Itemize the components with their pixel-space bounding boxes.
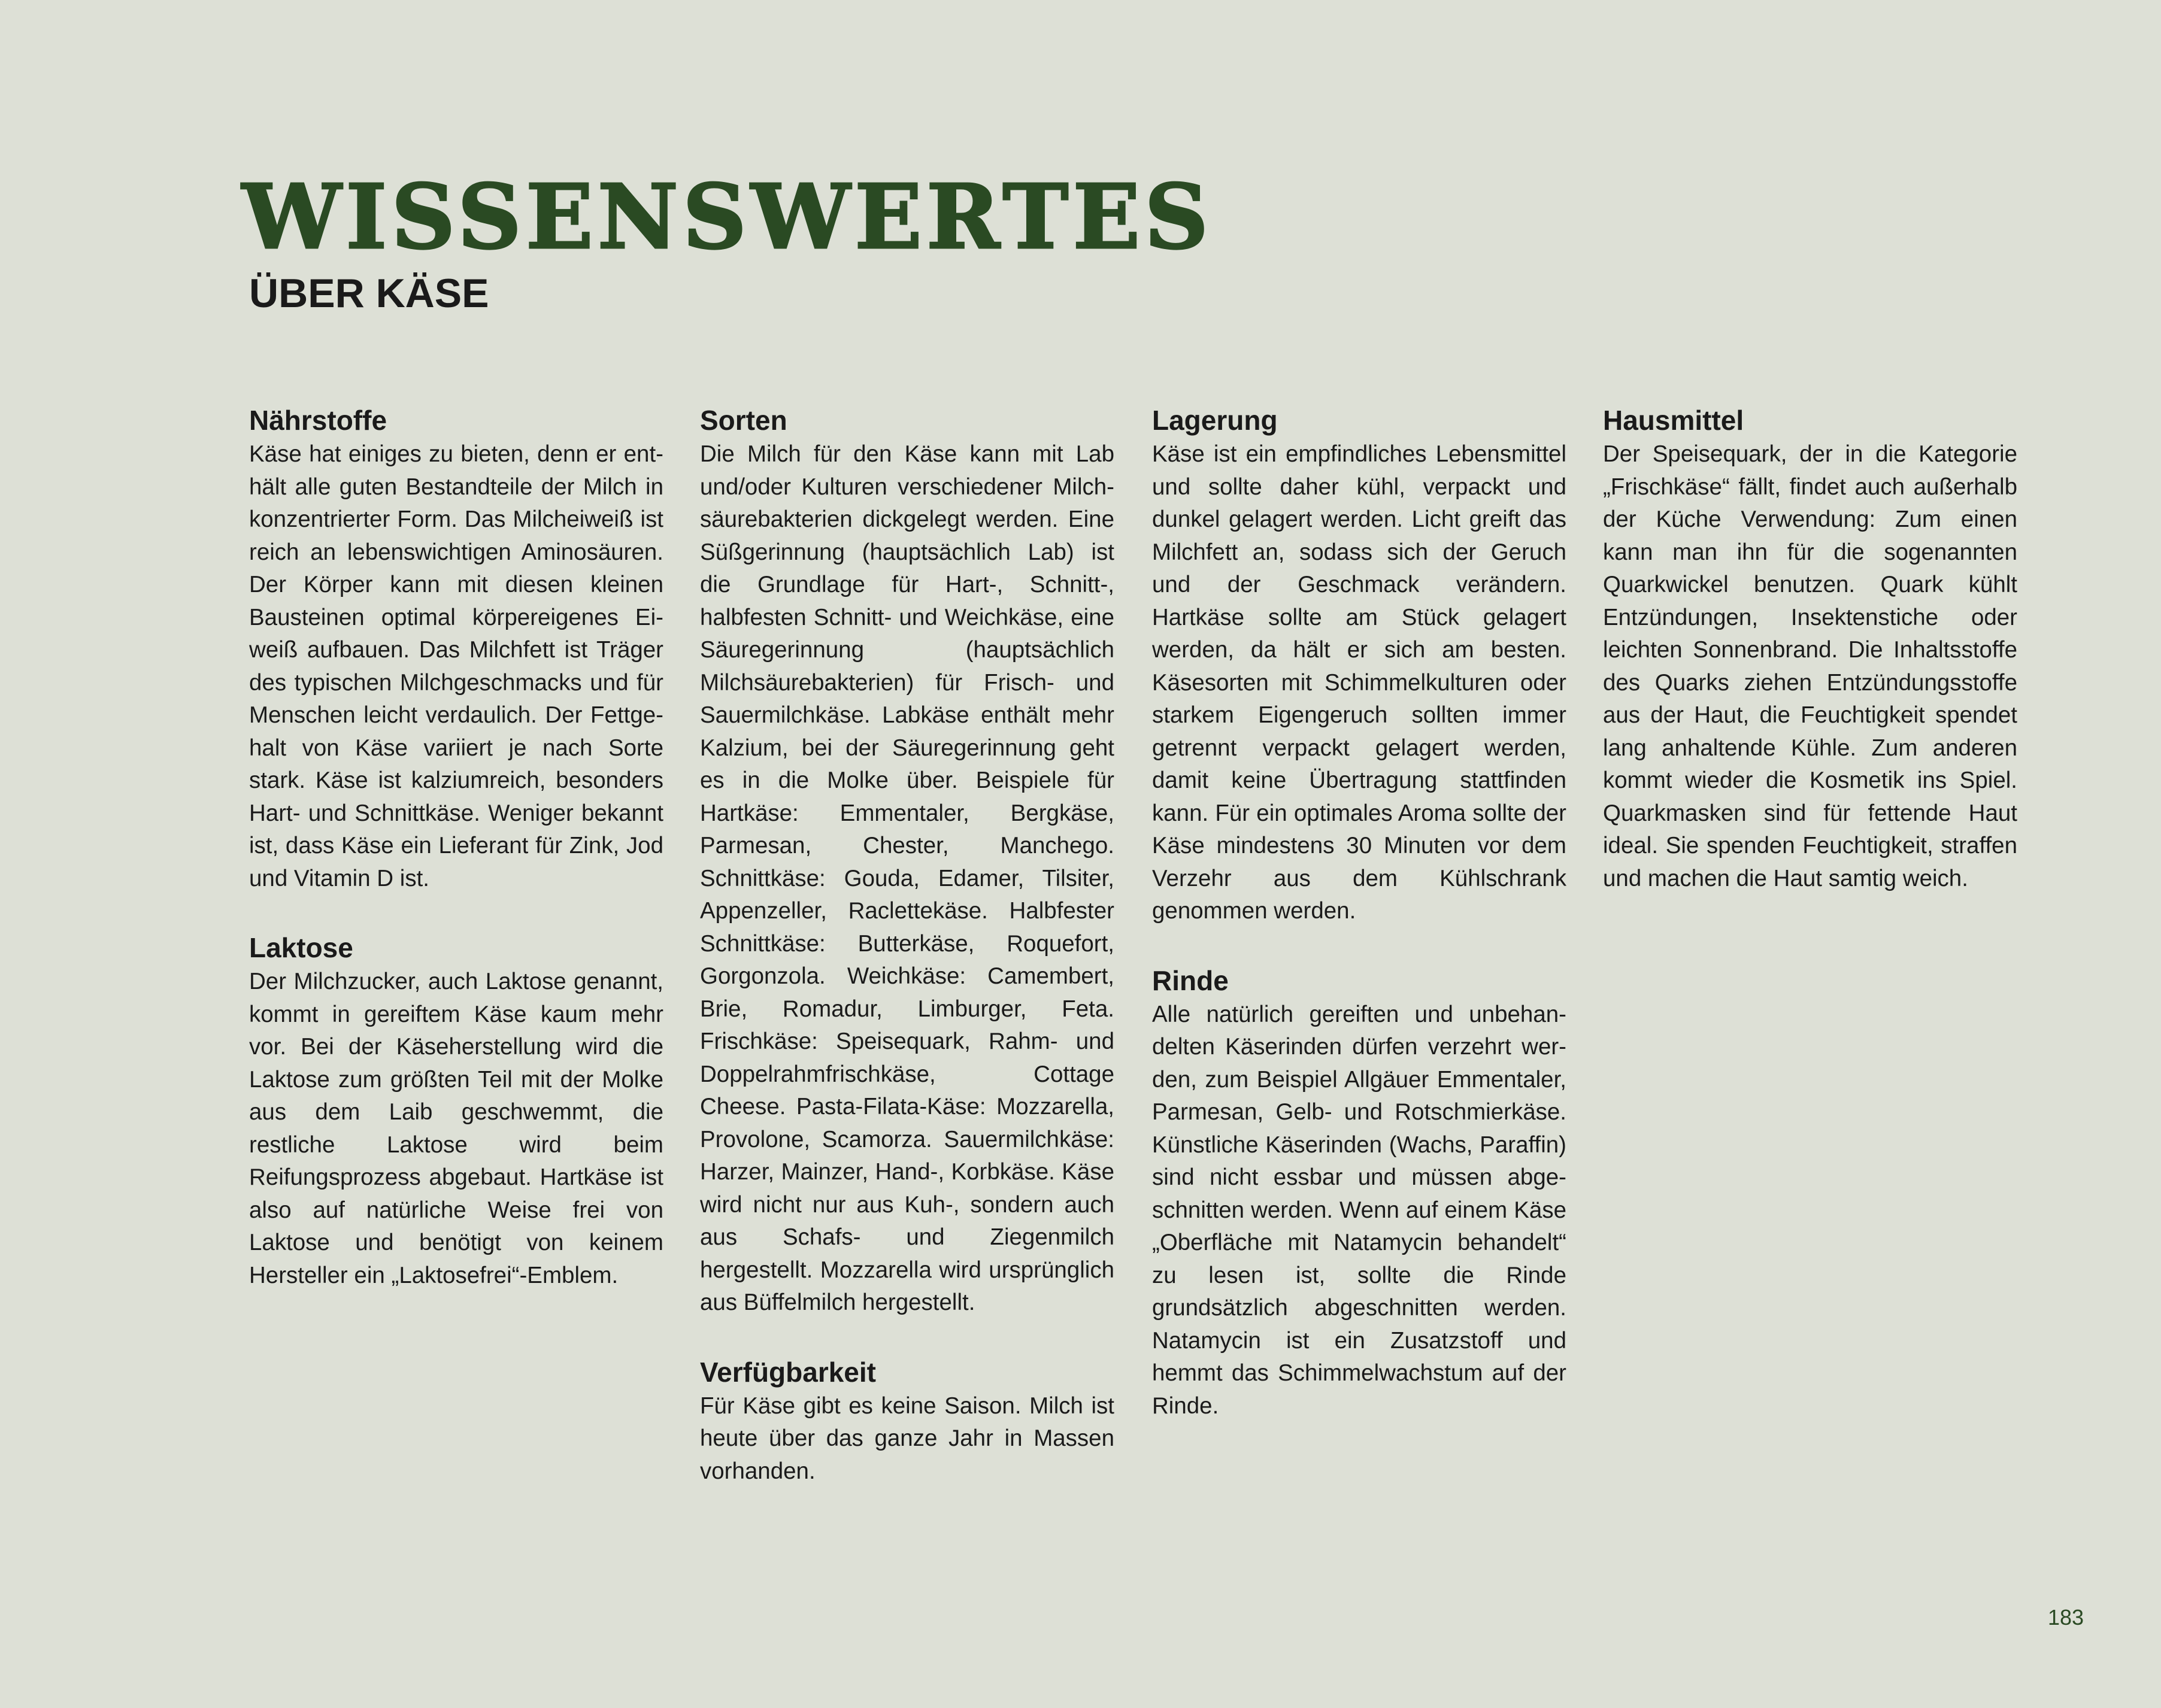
section-body: Der Speisequark, der in die Kategorie „Frischkäse“ fällt, findet auch außerhalb der Küche Verwendung: Zum einen kann man ihn für die sogenannten Quarkwickel benutzen. Quark kühlt Entzündungen, Insektenstiche oder leichten Sonnenbrand. Die Inhaltsstoffe des Quarks ziehen Entzündungsstoffe aus der Haut, die Feuchtigkeit spendet lang anhaltende Kühle. Zum anderen kommt wieder die Kosmetik ins Spiel. Quarkmasken sind für fettende Haut ideal. Sie spenden Feuchtigkeit, straffen und machen die Haut samtig weich. — [1603, 441, 2017, 891]
section-heading: Sorten — [700, 405, 787, 436]
column-1 — [249, 404, 663, 1328]
section-lagerung — [1152, 404, 1566, 928]
section-body: Der Milchzucker, auch Laktose genannt, kommt in gereiftem Käse kaum mehr vor. Bei der Käseherstellung wird die Laktose zum größten Teil mit der Molke aus dem Laib geschwemmt, die restliche Laktose wird beim Reifungsprozess abgebaut. Hartkäse ist also auf natürliche Weise frei von Laktose und benötigt von keinem Hersteller ein „Laktosefrei“-Emblem. — [249, 969, 663, 1288]
section-rinde — [1152, 964, 1566, 1423]
page-subtitle: ÜBER KÄSE — [249, 271, 489, 316]
page-title: WISSENSWERTES — [242, 165, 1213, 269]
section-sorten — [700, 404, 1114, 1319]
column-2 — [700, 404, 1114, 1524]
section-heading: Rinde — [1152, 964, 1229, 996]
section-heading: Laktose — [249, 932, 353, 963]
section-heading: Verfügbarkeit — [700, 1356, 876, 1388]
section-body: Käse hat einiges zu bieten, denn er enthält alle guten Bestandteile der Milch in konzentrierter Form. Das Milcheiweiß ist reich an lebenswichtigen Aminosäuren. Der Körper kann mit diesen kleinen Bausteinen optimal körpereigenes Eiweiß aufbauen. Das Milchfett ist Träger des typischen Milchgeschmacks und für Menschen leicht verdaulich. Der Fettgehalt von Käse variiert je nach Sorte stark. Käse ist kalziumreich, besonders Hart- und Schnittkäse. Weniger bekannt ist, dass Käse ein Lieferant für Zink, Jod und Vitamin D ist. — [249, 441, 663, 891]
section-laktose — [249, 931, 663, 1292]
section-hausmittel — [1603, 404, 2017, 895]
section-naehrstoffe — [249, 404, 663, 895]
page-number: 183 — [2048, 1605, 2084, 1630]
section-heading: Lagerung — [1152, 405, 1278, 436]
section-body: Käse ist ein empfindliches Lebensmittel und sollte daher kühl, verpackt und dunkel gelagert werden. Licht greift das Milchfett an, sodass sich der Geruch und der Geschmack verändern. Hartkäse sollte am Stück gelagert werden, da hält er sich am besten. Käsesorten mit Schimmelkulturen oder starkem Eigengeruch sollten immer getrennt verpackt gelagert werden, damit keine Übertragung stattfinden kann. Für ein optimales Aroma sollte der Käse mindestens 30 Minuten vor dem Verzehr aus dem Kühlschrank genommen werden. — [1152, 441, 1566, 924]
section-body: Die Milch für den Käse kann mit Lab und/oder Kulturen verschiedener Milchsäurebakterien dickgelegt werden. Eine Süßgerinnung (hauptsächlich Lab) ist die Grundlage für Hart-, Schnitt-, halbfesten Schnitt- und Weichkäse, eine Säuregerinnung (hauptsächlich Milchsäurebakterien) für Frisch- und Sauermilchkäse. Labkäse enthält mehr Kalzium, bei der Säuregerinnung geht es in die Molke über. Beispiele für Hartkäse: Emmentaler, Bergkäse, Parmesan, Chester, Manchego. Schnittkäse: Gouda, Edamer, Tilsiter, Appenzeller, Raclettekäse. Halbfester Schnittkäse: Butterkäse, Roquefort, Gorgonzola. Weichkäse: Camembert, Brie, Romadur, Limburger, Feta. Frischkäse: Speisequark, Rahm- und Doppelrahmfrischkäse, Cottage Cheese. Pasta-Filata-Käse: Mozzarella, Provolone, Scamorza. Sauermilchkäse: Harzer, Mainzer, Hand-, Korbkäse. Käse wird nicht nur aus Kuh-, sondern auch aus Schafs- und Ziegenmilch hergestellt. Mozzarella wird ursprünglich aus Büffelmilch hergestellt. — [700, 441, 1114, 1315]
section-heading: Nährstoffe — [249, 405, 387, 436]
section-heading: Hausmittel — [1603, 405, 1744, 436]
section-body: Für Käse gibt es keine Saison. Milch ist heute über das ganze Jahr in Massen vorhanden. — [700, 1393, 1114, 1484]
column-3 — [1152, 404, 1566, 1458]
column-4 — [1603, 404, 2017, 931]
section-verfuegbarkeit — [700, 1355, 1114, 1488]
section-body: Alle natürlich gereiften und unbehandelten Käserinden dürfen verzehrt werden, zum Beispiel Allgäuer Emmentaler, Parmesan, Gelb- und Rotschmierkäse. Künstliche Käserinden (Wachs, Paraffin) sind nicht essbar und müssen abgeschnitten werden. Wenn auf einem Käse „Oberfläche mit Natamycin behandelt“ zu lesen ist, sollte die Rinde grundsätzlich abgeschnitten werden. Natamycin ist ein Zusatzstoff und hemmt das Schimmelwachstum auf der Rinde. — [1152, 1001, 1566, 1419]
